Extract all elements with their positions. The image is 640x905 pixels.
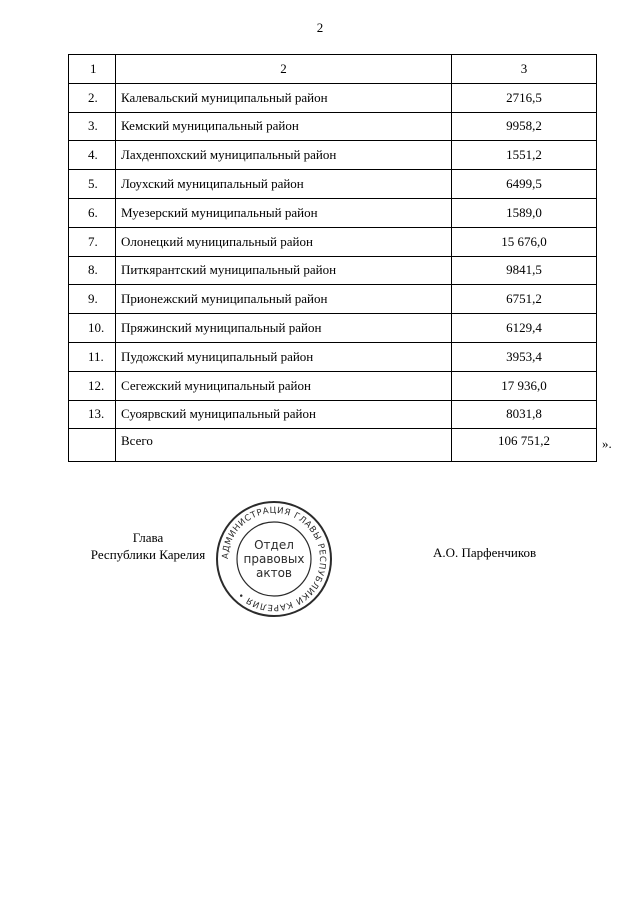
row-amount: 6499,5 [452, 170, 597, 199]
row-district-name: Кемский муниципальный район [116, 112, 452, 141]
row-number: 2. [69, 83, 116, 112]
row-number: 8. [69, 256, 116, 285]
row-district-name: Калевальский муниципальный район [116, 83, 452, 112]
row-amount: 9841,5 [452, 256, 597, 285]
row-number: 6. [69, 198, 116, 227]
row-number: 11. [69, 342, 116, 371]
stamp-ring-text: АДМИНИСТРАЦИЯ ГЛАВЫ РЕСПУБЛИКИ КАРЕЛИЯ • [220, 505, 328, 613]
header-cell-name: 2 [116, 55, 452, 84]
stamp-center-line2: правовых [243, 552, 305, 566]
signatory-title-line1: Глава [132, 530, 164, 545]
row-number: 13. [69, 400, 116, 429]
table-total-row [69, 429, 597, 462]
row-amount: 15 676,0 [452, 227, 597, 256]
table-row [69, 314, 597, 343]
row-district-name: Лоухский муниципальный район [116, 170, 452, 199]
row-amount: 6751,2 [452, 285, 597, 314]
total-number [69, 429, 116, 462]
official-stamp [214, 499, 334, 619]
table-row [69, 170, 597, 199]
row-district-name: Питкярантский муниципальный район [116, 256, 452, 285]
row-district-name: Сегежский муниципальный район [116, 371, 452, 400]
row-number: 5. [69, 170, 116, 199]
header-cell-value: 3 [452, 55, 597, 84]
table-row [69, 198, 597, 227]
table-row [69, 227, 597, 256]
table-row [69, 371, 597, 400]
stamp-seal-icon [214, 499, 334, 619]
stamp-center-line1: Отдел [254, 538, 294, 552]
row-district-name: Пудожский муниципальный район [116, 342, 452, 371]
table-row [69, 342, 597, 371]
row-amount: 6129,4 [452, 314, 597, 343]
row-amount: 1589,0 [452, 198, 597, 227]
closing-quote: ». [602, 436, 612, 451]
table-row [69, 256, 597, 285]
row-number: 12. [69, 371, 116, 400]
row-district-name: Олонецкий муниципальный район [116, 227, 452, 256]
row-district-name: Прионежский муниципальный район [116, 285, 452, 314]
row-number: 7. [69, 227, 116, 256]
header-cell-number: 1 [69, 55, 116, 84]
table-header-row [69, 55, 597, 84]
row-district-name: Лахденпохский муниципальный район [116, 141, 452, 170]
row-amount: 17 936,0 [452, 371, 597, 400]
distribution-table [68, 54, 597, 462]
table-row [69, 400, 597, 429]
signatory-name: А.О. Парфенчиков [433, 545, 537, 560]
signatory-title-line2: Республики Карелия [90, 547, 206, 562]
page-number: 2 [316, 20, 324, 35]
row-amount: 3953,4 [452, 342, 597, 371]
row-number: 3. [69, 112, 116, 141]
row-number: 4. [69, 141, 116, 170]
total-amount: 106 751,2 [452, 429, 597, 462]
row-number: 9. [69, 285, 116, 314]
signatory-title [78, 529, 218, 563]
table-row [69, 112, 597, 141]
row-amount: 1551,2 [452, 141, 597, 170]
row-district-name: Муезерский муниципальный район [116, 198, 452, 227]
total-label: Всего [116, 429, 452, 462]
row-number: 10. [69, 314, 116, 343]
row-amount: 2716,5 [452, 83, 597, 112]
row-district-name: Суоярвский муниципальный район [116, 400, 452, 429]
table-row [69, 285, 597, 314]
stamp-center-line3: актов [255, 566, 293, 580]
row-amount: 9958,2 [452, 112, 597, 141]
table-row [69, 141, 597, 170]
row-amount: 8031,8 [452, 400, 597, 429]
row-district-name: Пряжинский муниципальный район [116, 314, 452, 343]
table-row [69, 83, 597, 112]
